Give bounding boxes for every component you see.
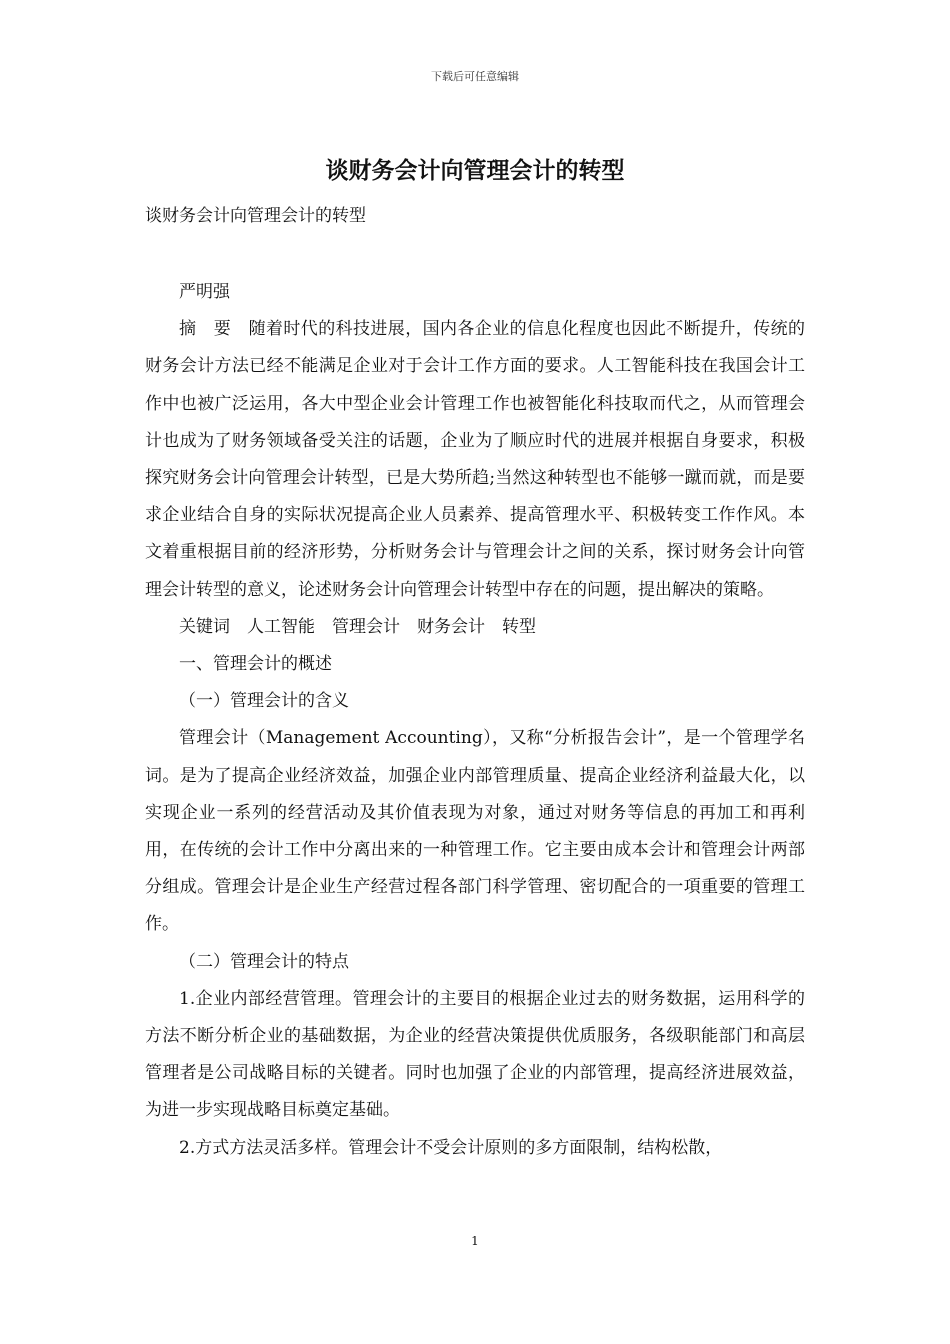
section-heading-1: 一、管理会计的概述 — [179, 654, 332, 675]
author-name: 严明强 — [179, 282, 230, 302]
body-paragraph: 1.企业内部经营管理。管理会计的主要目的根据企业过去的财务数据，运用科学的方法不断分析企业的基础数据，为企业的经营决策提供优质服务，各级职能部门和高层管理者是公司战略目标的关键者。同时也加强了企业的内部管理，提高经济进展效益，为进一步实现战略目标奠定基础。 — [145, 988, 805, 1121]
document-title: 谈财务会计向管理会计的转型 — [325, 157, 625, 184]
body-paragraph: 管理会计（Management Accounting），又称“分析报告会计”，是一个管理学名词。是为了提高企业经济效益，加强企业内部管理质量、提高企业经济利益最大化，以实现企业一系列的经营活动及其价值表现为对象，通过对财务等信息的再加工和再利用，在传统的会计工作中分离出来的一种管理工作。它主要由成本会计和管理会计两部分组成。管理会计是企业生产经营过程各部门科学管理、密切配合的一項重要的管理工作。 — [145, 728, 805, 935]
header-note: 下载后可任意编辑 — [431, 70, 519, 83]
body-paragraph: 2.方式方法灵活多样。管理会计不受会计原则的多方面限制，结构松散， — [179, 1137, 723, 1158]
abstract-paragraph: 摘 要 随着时代的科技进展，国内各企业的信息化程度也因此不断提升，传统的财务会计方法已经不能满足企业对于会计工作方面的要求。人工智能科技在我国会计工作中也被广泛运用，各大中型企业会计管理工作也被智能化科技取而代之，从而管理会计也成为了财务领域备受关注的话题，企业为了顺应时代的进展并根据自身要求，积极探究财务会计向管理会计转型，已是大势所趋;当然这种转型也不能够一蹴而就，而是要求企业结合自身的实际状况提高企业人员素养、提高管理水平、积极转变工作作风。本文着重根据目前的经济形势，分析财务会计与管理会计之间的关系，探讨财务会计向管理会计转型的意义，论述财务会计向管理会计转型中存在的问题，提出解决的策略。 — [145, 319, 805, 600]
keywords-line: 关键词 人工智能 管理会计 财务会计 转型 — [179, 616, 536, 637]
page-number: 1 — [471, 1234, 479, 1248]
subsection-heading-1: （一）管理会计的含义 — [179, 691, 349, 712]
subsection-heading-2: （二）管理会计的特点 — [179, 951, 349, 972]
document-body — [145, 274, 805, 1167]
document-subtitle: 谈财务会计向管理会计的转型 — [145, 206, 366, 226]
